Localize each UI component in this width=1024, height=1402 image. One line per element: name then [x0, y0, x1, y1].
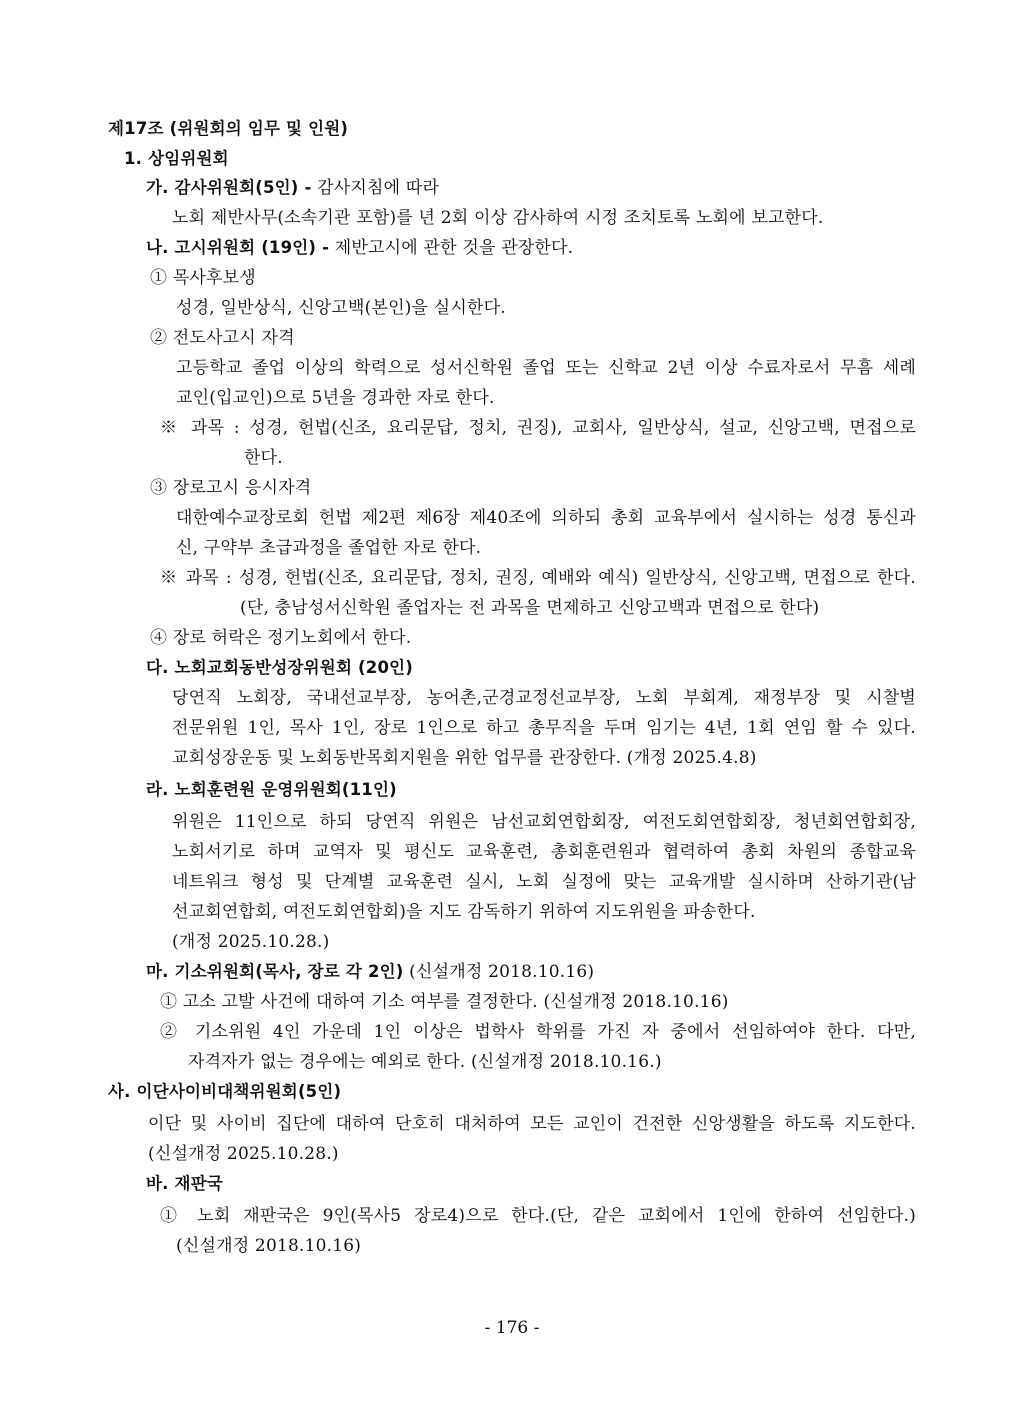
- ma-heading-line: [146, 960, 594, 984]
- ba-heading: 바. 재판국: [146, 1174, 223, 1193]
- ba-item1-line2: (신설개정 2018.10.16): [176, 1236, 362, 1256]
- ma-item1: ① 고소 고발 사건에 대하여 기소 여부를 결정한다. (신설개정 2018.10.16): [160, 992, 729, 1012]
- article-title: 제17조 (위원회의 임무 및 인원): [108, 119, 349, 138]
- da-body-line2: 전문위원 1인, 목사 1인, 장로 1인으로 하고 총무직을 두며 임기는 4년, 1회 연임 할 수 있다.: [172, 718, 916, 738]
- ra-body-line1: 위원은 11인으로 하되 당연직 위원은 남선교회연합회장, 여전도회연합회장, 청년회연합회장,: [172, 812, 916, 832]
- na-item1-title: ① 목사후보생: [150, 268, 256, 288]
- na-item3-body-line1: 대한예수교장로회 헌법 제2편 제6장 제40조에 의하되 총회 교육부에서 실시하는 성경 통신과: [176, 508, 916, 528]
- ma-heading-tail: (신설개정 2018.10.16): [409, 962, 595, 982]
- ra-body-line4: 선교회연합회, 여전도회연합회)을 지도 감독하기 위하여 지도위원을 파송한다.: [172, 902, 756, 922]
- na-item3-body-line2: 신, 구약부 초급과정을 졸업한 자로 한다.: [176, 538, 482, 558]
- ra-heading: 라. 노회훈련원 운영위원회(11인): [146, 780, 397, 799]
- ra-body-line2: 노회서기로 하며 교역자 및 평신도 교육훈련, 총회훈련원과 협력하여 총회 차원의 종합교육: [172, 842, 916, 862]
- ma-item2-line1: ② 기소위원 4인 가운데 1인 이상은 법학사 학위를 가진 자 중에서 선임하여야 한다. 다만,: [160, 1022, 916, 1042]
- na-item2-body-line2: 교인(입교인)으로 5년을 경과한 자로 한다.: [176, 388, 495, 408]
- na-item3-note-line1: ※ 과목 : 성경, 헌법(신조, 요리문답, 정치, 권징, 예배와 예식) 일반상식, 신앙고백, 면접으로 한다.: [160, 568, 916, 588]
- ma-heading: 마. 기소위원회(목사, 장로 각 2인): [146, 962, 404, 981]
- sa-body-line1: 이단 및 사이비 집단에 대하여 단호히 대처하여 모든 교인이 건전한 신앙생활을 하도록 지도한다.: [148, 1114, 916, 1134]
- na-heading: 나. 고시위원회 (19인) -: [146, 238, 330, 257]
- na-item1-body: 성경, 일반상식, 신앙고백(본인)을 실시한다.: [176, 298, 506, 318]
- da-body-line3: 교회성장운동 및 노회동반목회지원을 위한 업무를 관장한다. (개정 2025.4.8): [172, 748, 757, 768]
- ga-heading: 가. 감사위원회(5인) -: [146, 178, 312, 197]
- da-heading: 다. 노회교회동반성장위원회 (20인): [146, 658, 414, 677]
- na-item3-title: ③ 장로고시 응시자격: [150, 478, 312, 498]
- ga-heading-line: [146, 176, 439, 200]
- ba-item1-line1: ① 노회 재판국은 9인(목사5 장로4)으로 한다.(단, 같은 교회에서 1인에 한하여 선임한다.): [160, 1206, 916, 1226]
- page-number: - 176 -: [484, 1318, 540, 1338]
- da-body-line1: 당연직 노회장, 국내선교부장, 농어촌,군경교정선교부장, 노회 부회계, 재정부장 및 시찰별: [172, 688, 916, 708]
- na-heading-line: [146, 236, 573, 260]
- na-item2-title: ② 전도사고시 자격: [150, 328, 295, 348]
- sa-heading: 사. 이단사이비대책위원회(5인): [108, 1082, 342, 1101]
- ra-body-line5: (개정 2025.10.28.): [172, 932, 330, 952]
- na-item2-note-line1: ※ 과목 : 성경, 헌법(신조, 요리문답, 정치, 권징), 교회사, 일반상식, 설교, 신앙고백, 면접으로: [160, 418, 916, 438]
- na-item4: ④ 장로 허락은 정기노회에서 한다.: [150, 628, 412, 648]
- na-heading-tail: 제반고시에 관한 것을 관장한다.: [334, 238, 574, 258]
- section-title: 1. 상임위원회: [124, 149, 229, 168]
- ga-body: 노회 제반사무(소속기관 포함)를 년 2회 이상 감사하여 시정 조치토록 노회에 보고한다.: [172, 208, 824, 228]
- na-item3-note-line2: (단, 충남성서신학원 졸업자는 전 과목을 면제하고 신앙고백과 면접으로 한다): [240, 598, 820, 618]
- sa-body-line2: (신설개정 2025.10.28.): [148, 1144, 339, 1164]
- ga-heading-tail: 감사지침에 따라: [317, 178, 440, 198]
- na-item2-note-line2: 한다.: [244, 448, 283, 468]
- ma-item2-line2: 자격자가 없는 경우에는 예외로 한다. (신설개정 2018.10.16.): [188, 1052, 662, 1072]
- na-item2-body-line1: 고등학교 졸업 이상의 학력으로 성서신학원 졸업 또는 신학교 2년 이상 수료자로서 무흠 세례: [176, 358, 916, 378]
- ra-body-line3: 네트워크 형성 및 단계별 교육훈련 실시, 노회 실정에 맞는 교육개발 실시하며 산하기관(남: [172, 872, 916, 892]
